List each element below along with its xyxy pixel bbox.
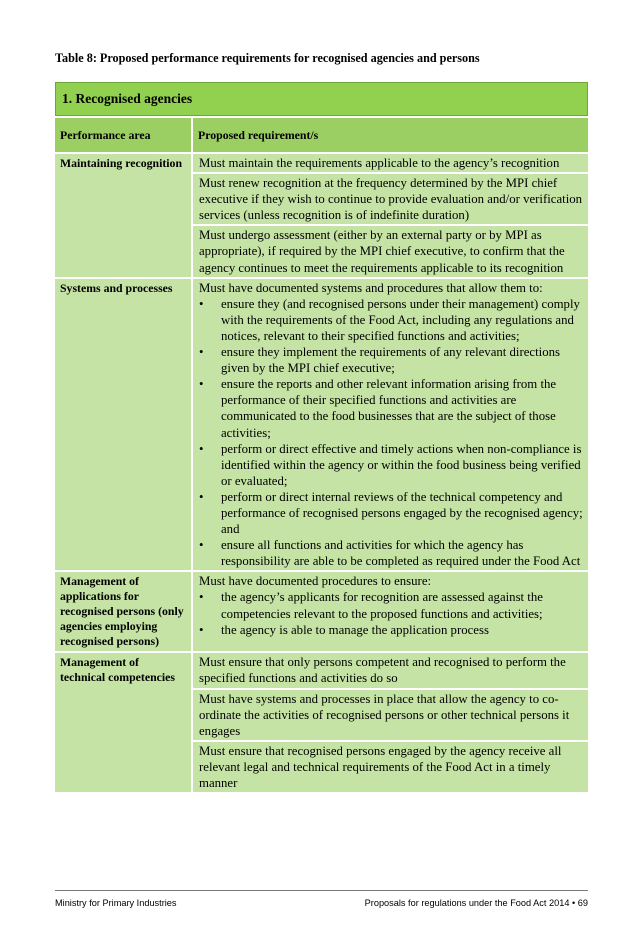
- requirements-cell: [193, 653, 588, 792]
- bullet-item: • ensure the reports and other relevant information arising from the performance of their specified functions and activities are communicated to the food businesses that are the subject of those activities;: [199, 377, 557, 440]
- table-row: [55, 152, 588, 277]
- requirements-table: [55, 82, 588, 792]
- requirements-cell: [193, 279, 588, 571]
- table-caption: Table 8: Proposed performance requirements for recognised agencies and persons: [55, 51, 480, 65]
- header-proposed-requirements: Proposed requirement/s: [193, 118, 588, 152]
- bullet-icon: •: [199, 296, 204, 311]
- bullet-icon: •: [199, 489, 204, 504]
- bullet-icon: •: [199, 538, 204, 553]
- table-row: [55, 277, 588, 571]
- requirement-text: Must undergo assessment (either by an external party or by MPI as appropriate), if required by the MPI chief executive, to confirm that the agency continues to meet the requirements applicable to its recognition: [193, 224, 588, 276]
- header-performance-area: Performance area: [55, 118, 193, 152]
- requirements-cell: [193, 572, 588, 651]
- bullet-item: • perform or direct internal reviews of the technical competency and performance of recognised persons engaged by the recognised agency; and: [199, 489, 583, 537]
- bullet-icon: •: [199, 441, 204, 456]
- column-header-row: [55, 116, 588, 152]
- performance-area-cell: Management of technical competencies: [55, 653, 193, 792]
- bullet-icon: •: [199, 345, 204, 360]
- footer-right: Proposals for regulations under the Food Act 2014 • 69: [364, 898, 588, 908]
- bullet-icon: •: [199, 590, 204, 605]
- table-row: [55, 651, 588, 792]
- requirement-block: [193, 572, 588, 638]
- performance-area-cell: Management of applications for recognised persons (only agencies employing recognised persons): [55, 572, 193, 651]
- requirement-text: Must ensure that recognised persons engaged by the agency receive all relevant legal and technical requirements of the Food Act in a timely manner: [193, 740, 588, 792]
- requirement-text: Must ensure that only persons competent and recognised to perform the specified functions and activities do so: [199, 655, 566, 686]
- bullet-icon: •: [199, 377, 204, 392]
- requirement-text: Must have systems and processes in place that allow the agency to co-ordinate the activities of recognised persons or other technical persons it engages: [193, 688, 588, 740]
- bullet-item: • ensure all functions and activities for which the agency has responsibility are able to be completed as required under the Food Act: [199, 538, 581, 569]
- requirement-intro: Must have documented systems and procedures that allow them to:: [199, 280, 543, 295]
- requirements-cell: [193, 154, 588, 277]
- table-row: [55, 570, 588, 651]
- bullet-item: • the agency is able to manage the application process: [199, 622, 489, 637]
- footer-divider: [55, 890, 588, 891]
- section-heading: 1. Recognised agencies: [55, 82, 588, 116]
- requirement-intro: Must have documented procedures to ensure:: [199, 574, 432, 589]
- bullet-item: • ensure they (and recognised persons under their management) comply with the requirements of the Food Act, including any regulations and notices, relevant to their specified functions and activities;: [199, 296, 580, 343]
- footer-left: Ministry for Primary Industries: [55, 898, 177, 908]
- bullet-item: • ensure they implement the requirements of any relevant directions given by the MPI chief executive;: [199, 345, 560, 376]
- bullet-item: • the agency’s applicants for recognition are assessed against the competencies relevant to the proposed functions and activities;: [199, 590, 543, 621]
- performance-area-cell: Systems and processes: [55, 279, 193, 571]
- requirement-text: Must maintain the requirements applicable to the agency’s recognition: [199, 156, 560, 170]
- bullet-icon: •: [199, 622, 204, 637]
- requirement-text: Must renew recognition at the frequency determined by the MPI chief executive if they wish to continue to provide evaluation and/or verification services (unless recognition is of indefinite duration): [193, 172, 588, 224]
- performance-area-cell: Maintaining recognition: [55, 154, 193, 277]
- bullet-item: • perform or direct effective and timely actions when non-compliance is identified within the agency or within the food business being verified or evaluated;: [199, 441, 582, 488]
- requirement-block: [193, 279, 588, 571]
